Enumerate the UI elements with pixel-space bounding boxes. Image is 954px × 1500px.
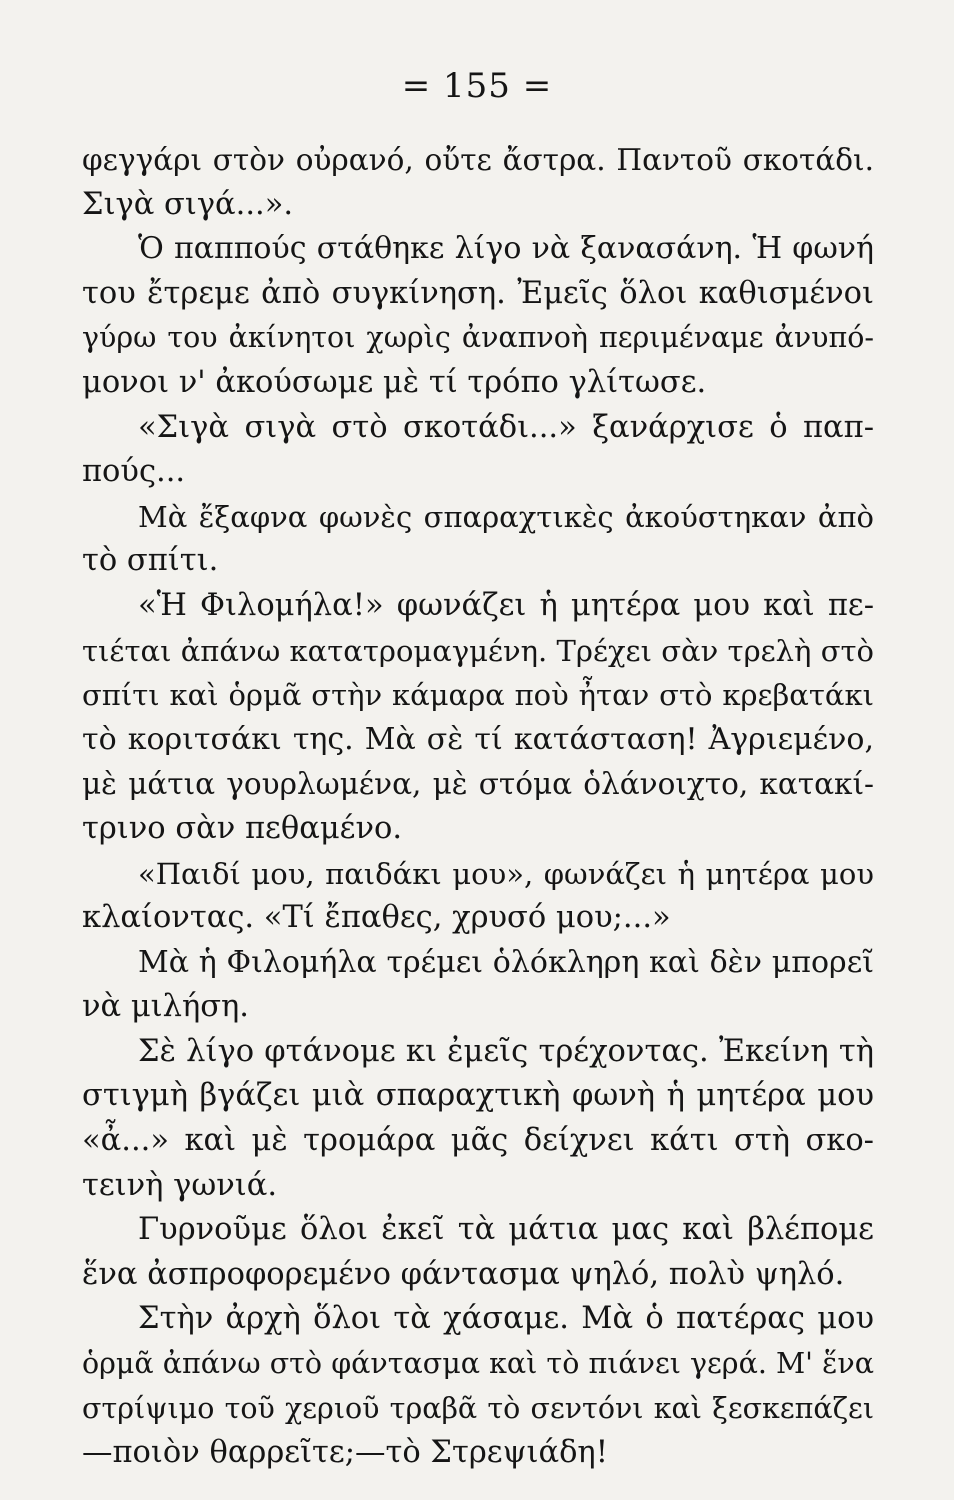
text-line: στρίψιμο τοῦ χεριοῦ τραβᾶ τὸ σεντόνι καὶ ξεσκεπάζει <box>82 1391 874 1425</box>
text-line: Σὲ λίγο φτάνομε κι ἐμεῖς τρέχοντας. Ἐκείνη τὴ <box>138 1033 874 1069</box>
text-line: στιγμὴ βγάζει μιὰ σπαραχτικὴ φωνὴ ἡ μητέρα μου <box>82 1078 874 1114</box>
text-line: τὸ κοριτσάκι της. Μὰ σὲ τί κατάσταση! Ἀγριεμένο, <box>82 721 874 757</box>
text-line: πούς... <box>82 454 186 490</box>
text-line: κλαίοντας. «Τί ἔπαθες, χρυσό μου;...» <box>82 900 671 936</box>
text-line: φεγγάρι στὸν οὐρανό, οὔτε ἄστρα. Παντοῦ σκοτάδι. <box>82 143 874 177</box>
text-line: «Σιγὰ σιγὰ στὸ σκοτάδι...» ξανάρχισε ὁ παπ- <box>138 409 874 445</box>
text-line: —ποιὸν θαρρεῖτε;—τὸ Στρεψιάδη! <box>82 1435 608 1471</box>
text-line: τὸ σπίτι. <box>82 543 219 579</box>
text-line: γύρω του ἀκίνητοι χωρὶς ἀναπνοὴ περιμέναμε ἀνυπό- <box>82 321 874 355</box>
text-line: Γυρνοῦμε ὅλοι ἐκεῖ τὰ μάτια μας καὶ βλέπομε <box>138 1212 874 1248</box>
text-line: Ὁ παππούς στάθηκε λίγο νὰ ξανασάνη. Ἡ φωνή <box>138 231 874 267</box>
text-line: Μὰ ἡ Φιλομήλα τρέμει ὁλόκληρη καὶ δὲν μπορεῖ <box>138 944 874 980</box>
text-line: ὁρμᾶ ἀπάνω στὸ φάντασμα καὶ τὸ πιάνει γερά. Μ' ἕνα <box>82 1347 874 1381</box>
page-number: = 155 = <box>401 66 553 106</box>
text-line: μὲ μάτια γουρλωμένα, μὲ στόμα ὁλάνοιχτο, κατακί- <box>82 767 874 802</box>
body-text <box>82 138 874 1476</box>
text-line: Μὰ ἔξαφνα φωνὲς σπαραχτικὲς ἀκούστηκαν ἀπὸ <box>138 499 874 534</box>
text-line: ἕνα ἀσπροφορεμένο φάντασμα ψηλό, πολὺ ψηλό. <box>82 1256 845 1292</box>
text-line: Σιγὰ σιγά...». <box>82 186 294 222</box>
text-line: τρινο σὰν πεθαμένο. <box>82 810 403 846</box>
text-line: του ἔτρεμε ἀπὸ συγκίνηση. Ἐμεῖς ὅλοι καθισμένοι <box>82 275 874 311</box>
text-line: τεινὴ γωνιά. <box>82 1167 278 1203</box>
text-line: «ἆ...» καὶ μὲ τρομάρα μᾶς δείχνει κάτι στὴ σκο- <box>82 1123 874 1159</box>
text-line: τιέται ἀπάνω κατατρομαγμένη. Τρέχει σὰν τρελὴ στὸ <box>82 633 874 668</box>
text-line: «Ἡ Φιλομήλα!» φωνάζει ἡ μητέρα μου καὶ πε- <box>138 587 874 623</box>
text-line: σπίτι καὶ ὁρμᾶ στὴν κάμαρα ποὺ ἦταν στὸ κρεβατάκι <box>82 678 874 713</box>
text-line: Στὴν ἀρχὴ ὅλοι τὰ χάσαμε. Μὰ ὁ πατέρας μου <box>138 1301 874 1337</box>
text-line: νὰ μιλήση. <box>82 989 250 1025</box>
text-line: «Παιδί μου, παιδάκι μου», φωνάζει ἡ μητέρα μου <box>138 856 874 891</box>
text-line: μονοι ν' ἀκούσωμε μὲ τί τρόπο γλίτωσε. <box>82 364 707 400</box>
